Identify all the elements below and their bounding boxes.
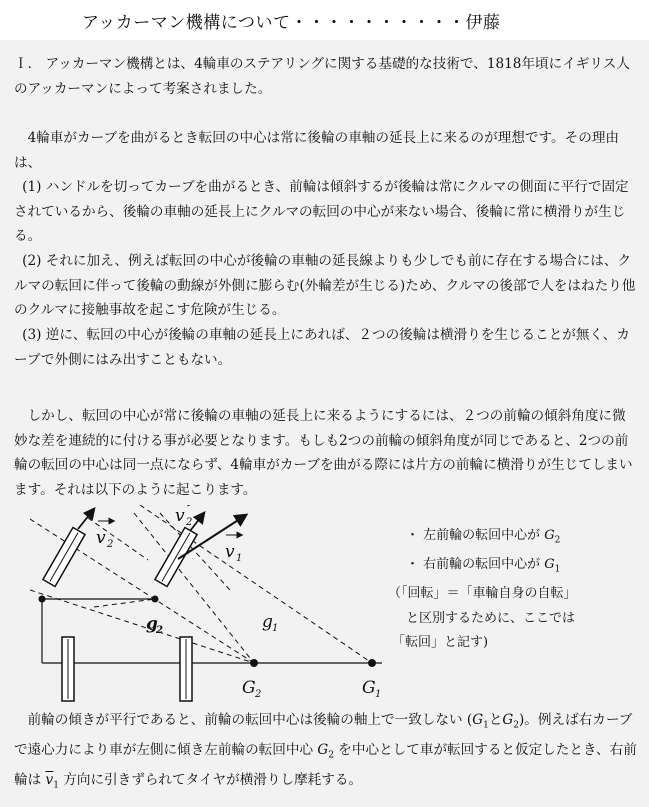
label-g1	[262, 612, 278, 634]
note-right-center: ・ 右前輪の転回中心が $G_1$	[406, 557, 561, 575]
svg-text:2: 2	[255, 689, 262, 700]
svg-text:1: 1	[236, 553, 243, 564]
svg-text:v: v	[225, 542, 235, 562]
title-row	[0, 0, 649, 40]
svg-text:g: g	[262, 612, 273, 632]
note-paren-1: （「回転」＝「車輪自身の自転」	[388, 586, 577, 602]
svg-text:2: 2	[107, 539, 114, 550]
velocity-arrow-left	[78, 509, 94, 529]
svg-text:G: G	[242, 678, 256, 698]
label-g2	[146, 614, 163, 636]
chassis-lines	[42, 599, 382, 663]
ackermann-diagram	[30, 505, 390, 705]
svg-text:G: G	[362, 678, 376, 698]
paragraph-angle-difference: しかし、転回の中心が常に後輪の車軸の延長上に来るようにするには、２つの前輪の傾斜角度に微妙な差を連続的に付ける事が必要となります。もしも2つの前輪の傾斜角度が同じであると、2つの前輪の転回の中心は同一点にならず、4輪車がカーブを曲がる際には片方の前輪に横滑りが生じてしまいます。それは以下のように起こります。	[14, 408, 633, 498]
svg-text:2: 2	[186, 517, 193, 528]
svg-text:v: v	[96, 528, 106, 548]
label-v2-right	[175, 505, 193, 528]
svg-text:1: 1	[375, 689, 382, 700]
paragraph-parallel-wheels: 前輪の傾きが平行であると、前輪の転回中心は後輪の軸上で一致しない ($G_1$と$G_2$)。例えば右カーブで遠心力により車が左側に傾き左前輪の転回中心 $G_2$ を中心として車が転回すると仮定したとき、右前輪は $\overline{v}_1$ 方向に引きずられてタイヤが横滑りし摩耗する。	[14, 712, 637, 792]
note-left-center: ・ 左前輪の転回中心が $G_2$	[406, 528, 561, 546]
svg-text:1: 1	[272, 623, 279, 634]
reason-item-2: (2) それに加え、例えば転回の中心が後輪の車軸の延長線よりも少しでも前に存在する場合には、クルマの転回に伴って後輪の動線が外側に膨らむ(外輪差が生じる)ため、クルマの後部で人をはねたり他のクルマに接触事故を起こす危険が生じる。	[14, 253, 636, 318]
diagram-notes	[384, 524, 634, 656]
document-title: アッカーマン機構について・・・・・・・・・・伊藤	[82, 13, 501, 33]
front-wheel-right	[155, 528, 197, 587]
rear-wheel-left	[62, 637, 74, 701]
svg-text:g: g	[146, 614, 158, 634]
note-paren-2: と区別するために、ここでは	[406, 610, 576, 626]
rear-wheel-right	[180, 637, 192, 701]
svg-text:2: 2	[156, 625, 163, 636]
reason-item-1: (1) ハンドルを切ってカーブを曲がるとき、前輪は傾斜するが後輪は常にクルマの側面に平行で固定されているから、後輪の車軸の延長上にクルマの転回の中心が来ない場合、後輪に常に横滑りが生じる。	[14, 179, 629, 244]
label-G1	[362, 678, 381, 700]
note-paren-3: 「転回」と記す)	[392, 635, 489, 651]
label-G2	[242, 678, 261, 700]
label-v1	[225, 535, 242, 564]
paragraph-intro: Ｉ． アッカーマン機構とは、4輪車のステアリングに関する基礎的な技術で、1818年頃にイギリス人のアッカーマンによって考案されました。	[14, 56, 630, 97]
reason-item-3: (3) 逆に、転回の中心が後輪の車軸の延長上にあれば、２つの後輪は横滑りを生じることが無く、カーブで外側にはみ出すこともない。	[14, 327, 630, 368]
construction-lines	[30, 505, 372, 663]
svg-text:v: v	[175, 506, 185, 526]
front-wheel-left	[43, 528, 85, 587]
points	[39, 596, 377, 668]
paragraph-ideal-center: 4輪車がカーブを曲がるとき転回の中心は常に後輪の車軸の延長上に来るのが理想です。その理由は、	[14, 130, 620, 171]
